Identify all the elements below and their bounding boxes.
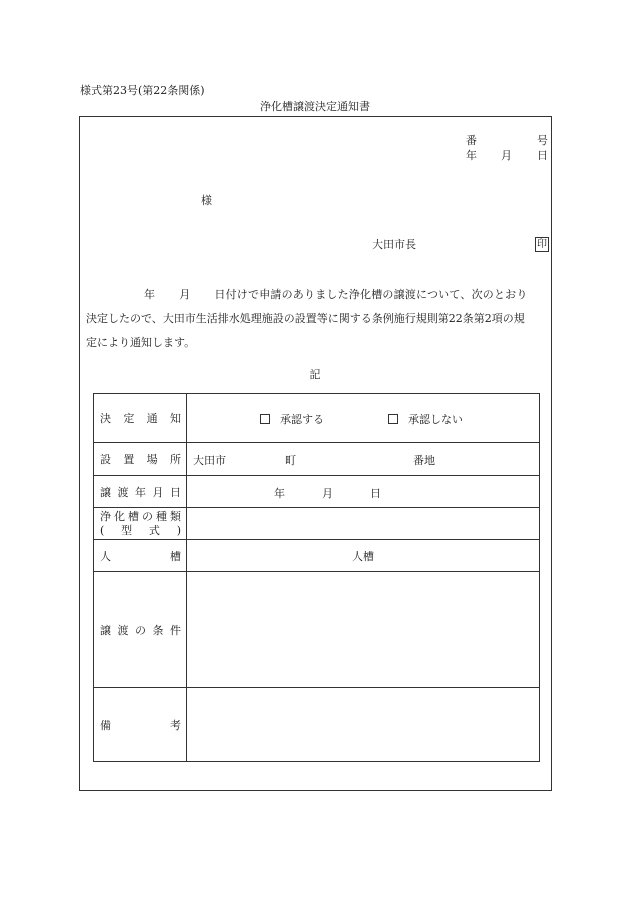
table-row-decision [94,394,540,443]
transfer-month: 月 [322,486,333,500]
body-month: 月 [179,288,191,301]
notice-paragraph [86,283,548,355]
reject-option[interactable] [388,411,463,427]
date-year-label: 年 [466,149,477,162]
seal-mark: 印 [537,239,547,250]
transfer-day: 日 [370,486,381,500]
location-value-cell [187,443,540,476]
body-year: 年 [144,288,156,301]
label-decision: 決 定 通 知 [94,394,187,443]
date-day-label: 日 [537,149,548,162]
approve-checkbox[interactable] [260,414,270,424]
transfer-year: 年 [274,486,285,500]
tank-type-cell [187,508,540,540]
capacity-unit: 人槽 [352,549,374,563]
paragraph-line-1 [86,283,548,307]
label-remarks: 備 考 [94,688,187,762]
ki-heading: 記 [309,368,321,381]
issuer-name: 大田市長 [372,238,416,251]
label-location: 設 置 場 所 [94,443,187,476]
location-town: 町 [285,454,296,467]
table-row-capacity [94,540,540,572]
table-row-date [94,476,540,508]
number-label-ban: 番 [466,134,477,147]
transfer-date-cell [187,476,540,508]
paragraph-line-3: 定により通知します。 [86,336,196,349]
conditions-cell [187,572,540,688]
reject-checkbox[interactable] [388,414,398,424]
addressee-sama: 様 [201,194,212,207]
body-line-1-text: 日付けで申請のありました浄化槽の譲渡について、次のとおり [214,288,528,301]
approve-label: 承認する [280,413,324,426]
decision-options-cell [187,394,540,443]
paragraph-line-2: 決定したので、大田市生活排水処理施設の設置等に関する条例施行規則第22条第2項の規 [86,312,525,325]
label-transfer-date: 譲 渡 年 月 日 [94,476,187,508]
table-row-conditions [94,572,540,688]
label-tank-type: 浄 化 槽 の 種 類 ( 型 式 ) [94,508,187,540]
form-number: 様式第23号(第22条関係) [80,84,205,97]
location-banchi: 番地 [413,454,435,467]
table-row-location [94,443,540,476]
date-month-label: 月 [501,149,512,162]
document-title: 浄化槽譲渡決定通知書 [260,100,370,113]
label-capacity: 人 槽 [94,540,187,572]
location-city: 大田市 [193,454,226,467]
reject-label: 承認しない [408,413,463,426]
capacity-cell [187,540,540,572]
table-row-remarks [94,688,540,762]
decision-table [93,393,540,762]
label-conditions: 譲 渡 の 条 件 [94,572,187,688]
table-row-type [94,508,540,540]
number-label-go: 号 [537,134,548,147]
approve-option[interactable] [260,411,324,427]
remarks-cell [187,688,540,762]
